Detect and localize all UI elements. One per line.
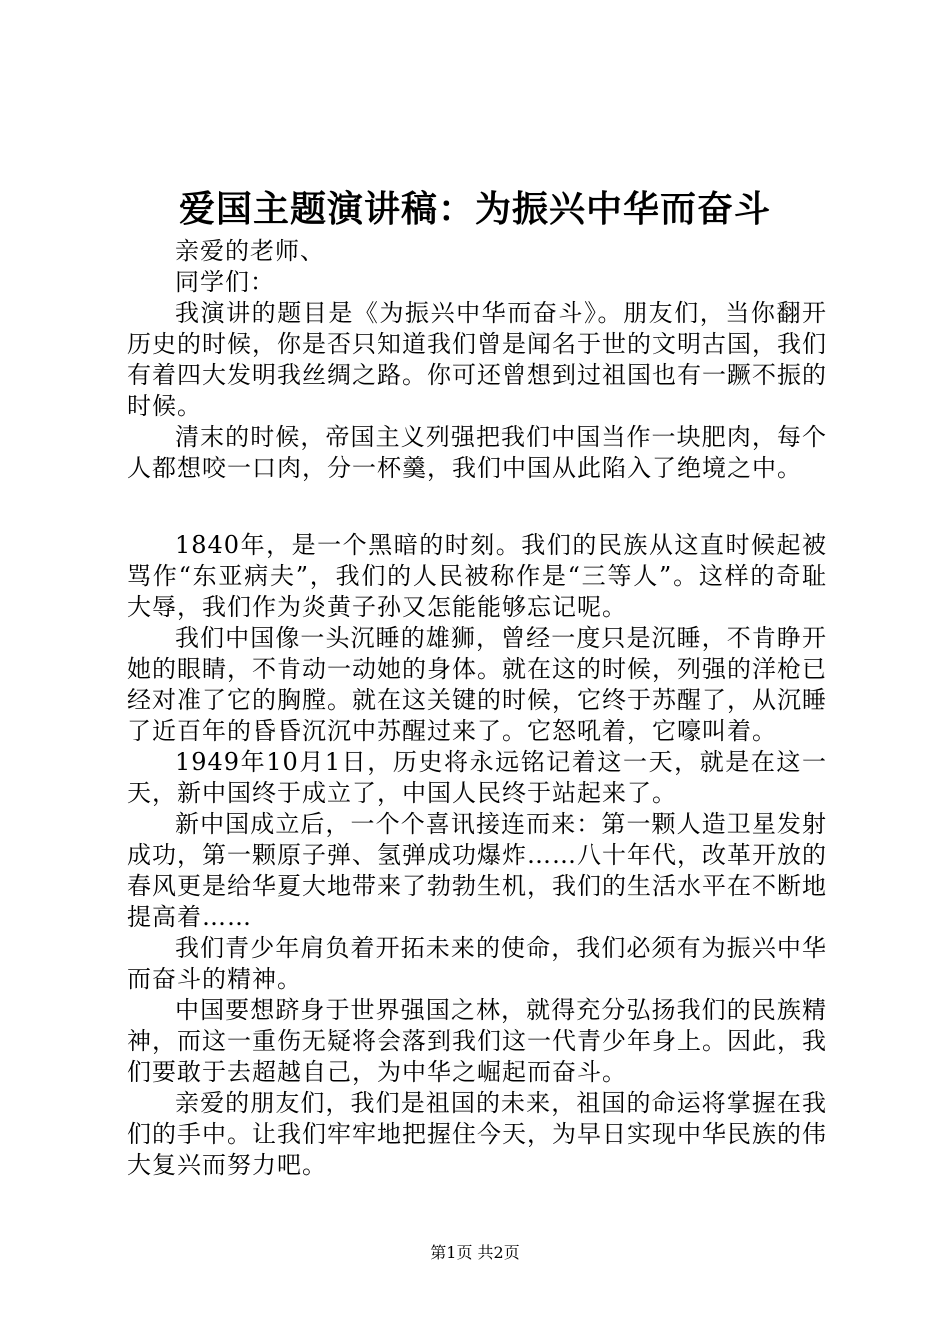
paragraph-8: 中国要想跻身于世界强国之林，就得充分弘扬我们的民族精神，而这一重伤无疑将会落到我们这一代青少年身上。因此，我们要敢于去超越自己，为中华之崛起而奋斗。 [127, 996, 827, 1086]
document-body [127, 236, 827, 1181]
paragraph-7: 我们青少年肩负着开拓未来的使命，我们必须有为振兴中华而奋斗的精神。 [127, 934, 827, 993]
paragraph-3: 1840年，是一个黑暗的时刻。我们的民族从这直时候起被骂作“东亚病夫”，我们的人民被称作是“三等人”。这样的奇耻大辱，我们作为炎黄子孙又怎能能够忘记呢。 [127, 531, 827, 621]
paragraph-2: 清末的时候，帝国主义列强把我们中国当作一块肥肉，每个人都想咬一口肉，分一杯羹，我们中国从此陷入了绝境之中。 [127, 423, 827, 482]
paragraph-6: 新中国成立后，一个个喜讯接连而来：第一颗人造卫星发射成功，第一颗原子弹、氢弹成功爆炸……八十年代，改革开放的春风更是给华夏大地带来了勃勃生机，我们的生活水平在不断地提高着…… [127, 810, 827, 931]
salutation-line-2: 同学们： [175, 268, 275, 296]
paragraph-spacer [127, 484, 827, 530]
salutation-line-1: 亲爱的老师、 [175, 237, 325, 265]
paragraph-9: 亲爱的朋友们，我们是祖国的未来，祖国的命运将掌握在我们的手中。让我们牢牢地把握住今天，为早日实现中华民族的伟大复兴而努力吧。 [127, 1089, 827, 1179]
page-number: 第1页 共2页 [430, 1243, 520, 1262]
paragraph-1: 我演讲的题目是《为振兴中华而奋斗》。朋友们，当你翻开历史的时候，你是否只知道我们曾是闻名于世的文明古国，我们有着四大发明我丝绸之路。你可还曾想到过祖国也有一蹶不振的时候。 [127, 299, 827, 420]
paragraph-5: 1949年10月1日，历史将永远铭记着这一天，就是在这一天，新中国终于成立了，中国人民终于站起来了。 [127, 748, 827, 807]
paragraph-4: 我们中国像一头沉睡的雄狮，曾经一度只是沉睡，不肯睁开她的眼睛，不肯动一动她的身体。就在这的时候，列强的洋枪已经对准了它的胸膛。就在这关键的时候，它终于苏醒了，从沉睡了近百年的昏昏沉沉中苏醒过来了。它怒吼着，它嚎叫着。 [127, 624, 827, 745]
document-title: 爱国主题演讲稿：为振兴中华而奋斗 [178, 189, 771, 230]
